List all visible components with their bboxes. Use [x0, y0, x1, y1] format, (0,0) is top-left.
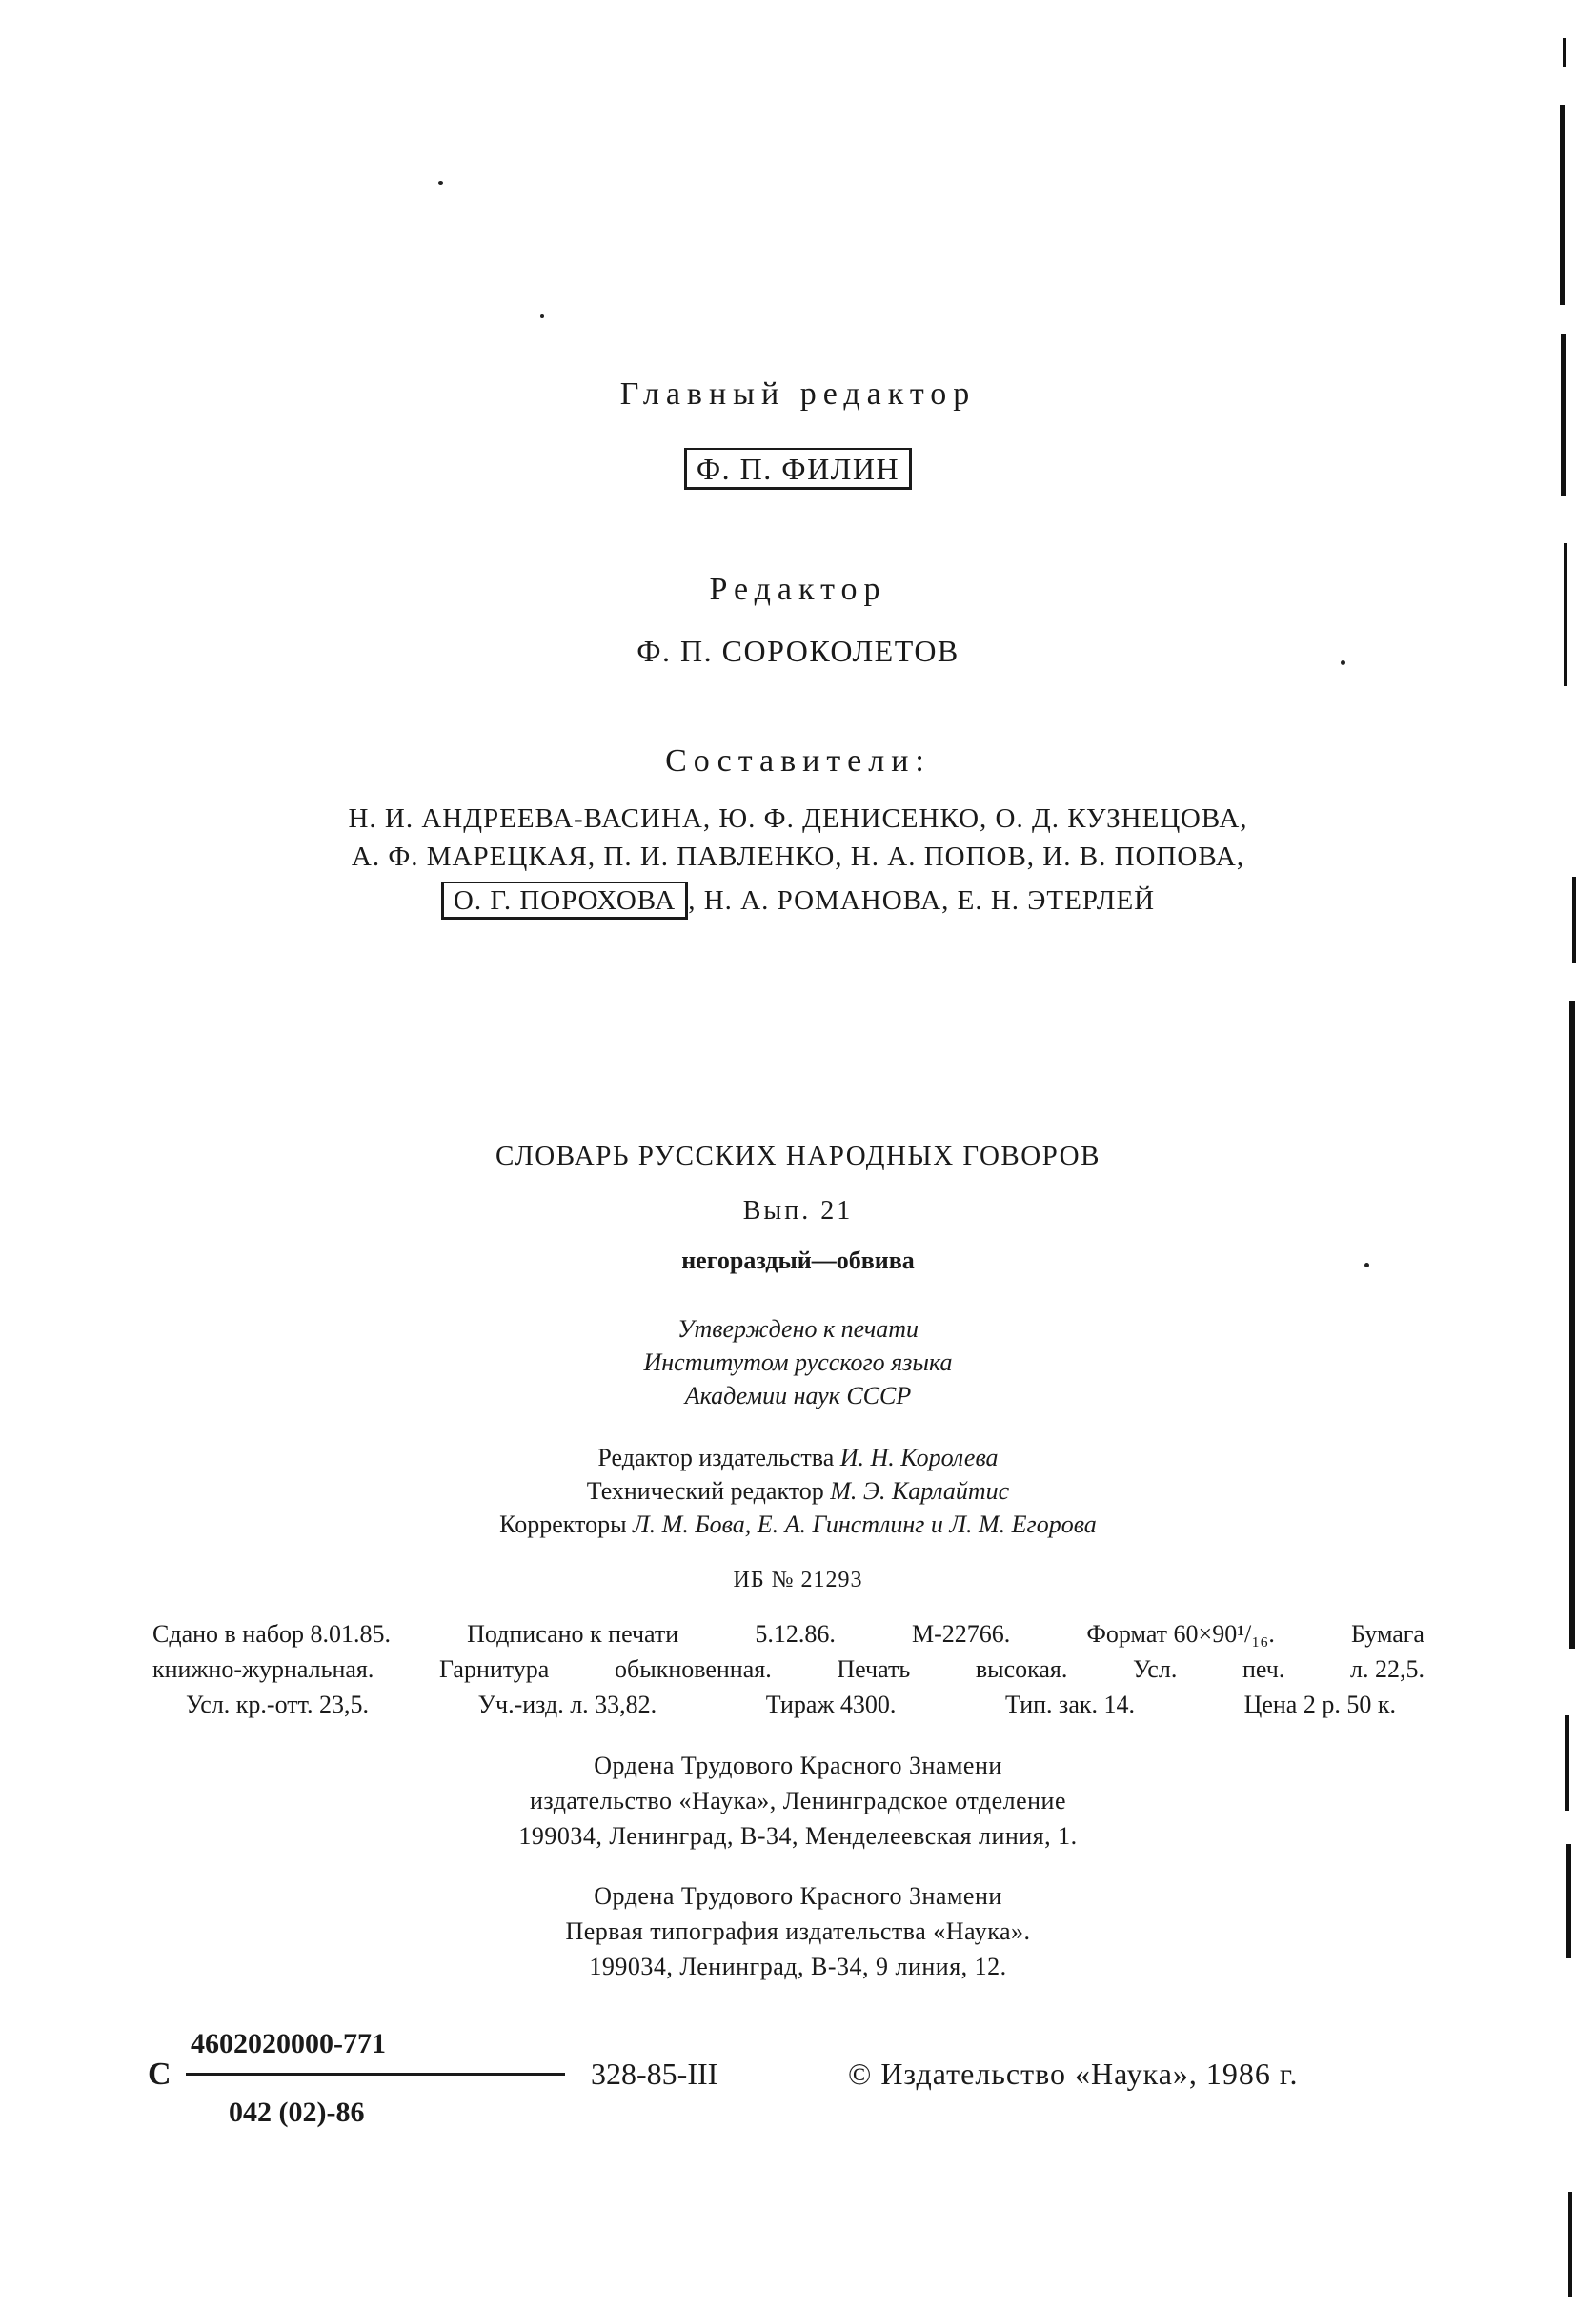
scan-speck — [438, 181, 443, 185]
publisher-line-3: 199034, Ленинград, В-34, Менделеевская линия, 1. — [518, 1822, 1078, 1850]
scan-edge-mark — [1568, 2192, 1572, 2297]
editor-heading: Редактор — [709, 572, 887, 607]
book-issue: Вып. 21 — [742, 1196, 854, 1226]
print-detail: Гарнитура — [439, 1655, 550, 1683]
print-detail: Уч.-изд. л. 33,82. — [477, 1691, 657, 1718]
scan-speck — [1364, 1263, 1369, 1267]
scan-speck — [540, 314, 544, 318]
print-detail: Усл. кр.-отт. 23,5. — [186, 1691, 370, 1718]
chief-editor-name: Ф. П. ФИЛИН — [684, 448, 912, 490]
proofreaders-label: Корректоры — [499, 1510, 627, 1538]
proofreaders-names: Л. М. Бова, Е. А. Гинстлинг и Л. М. Егорова — [633, 1510, 1097, 1538]
chief-editor-name-row — [0, 448, 1596, 490]
scan-edge-mark — [1566, 1844, 1571, 1958]
publisher-editor — [0, 1444, 1596, 1472]
copyright-notice: © Издательство «Наука», 1986 г. — [848, 2057, 1299, 2091]
scan-edge-mark — [1569, 1001, 1575, 1649]
scan-edge-mark — [1572, 877, 1576, 963]
scan-edge-mark — [1560, 105, 1565, 305]
printer-line-2: Первая типография издательства «Наука». — [565, 1917, 1031, 1945]
print-details-line-3 — [186, 1691, 1396, 1719]
print-detail: обыкновенная. — [614, 1655, 772, 1683]
scan-edge-mark — [1561, 334, 1566, 496]
print-detail: Тираж 4300. — [765, 1691, 897, 1718]
approval-line-3: Академии наук СССР — [684, 1382, 912, 1409]
scan-edge-mark — [1565, 1715, 1569, 1811]
print-detail: л. 22,5. — [1350, 1655, 1424, 1683]
publisher-editor-name: И. Н. Королева — [839, 1444, 999, 1471]
print-detail: Формат 60×90¹/₁₆. — [1086, 1620, 1275, 1648]
proofreaders — [0, 1510, 1596, 1539]
print-detail: Сдано в набор 8.01.85. — [152, 1620, 391, 1648]
book-range: негораздый—обвива — [681, 1247, 915, 1274]
tech-editor — [0, 1477, 1596, 1506]
publisher-editor-label: Редактор издательства — [597, 1444, 835, 1471]
code-suffix: 328-85-III — [591, 2057, 718, 2091]
compilers-line-3 — [0, 882, 1596, 920]
tech-editor-label: Технический редактор — [586, 1477, 824, 1505]
print-detail: М-22766. — [911, 1620, 1011, 1648]
print-detail: книжно-журнальная. — [152, 1655, 374, 1683]
ib-number: ИБ № 21293 — [733, 1568, 863, 1592]
approval-line-2: Институтом русского языка — [643, 1348, 953, 1376]
print-detail: Усл. — [1133, 1655, 1178, 1683]
code-letter: С — [148, 2057, 172, 2092]
print-detail: Цена 2 р. 50 к. — [1243, 1691, 1396, 1718]
print-detail: высокая. — [975, 1655, 1068, 1683]
code-denominator: 042 (02)-86 — [229, 2097, 365, 2128]
compilers-line-2: А. Ф. МАРЕЦКАЯ, П. И. ПАВЛЕНКО, Н. А. ПОПОВ, И. В. ПОПОВА, — [351, 841, 1245, 872]
print-detail: Печать — [837, 1655, 911, 1683]
compilers-heading: Составители: — [665, 743, 931, 779]
book-title: СЛОВАРЬ РУССКИХ НАРОДНЫХ ГОВОРОВ — [495, 1141, 1101, 1171]
print-detail: 5.12.86. — [755, 1620, 836, 1648]
printer-line-1: Ордена Трудового Красного Знамени — [594, 1882, 1002, 1910]
code-numerator: 4602020000-771 — [191, 2028, 386, 2059]
print-detail: Тип. зак. 14. — [1004, 1691, 1135, 1718]
compilers-line-3-rest: , Н. А. РОМАНОВА, Е. Н. ЭТЕРЛЕЙ — [688, 885, 1156, 916]
compiler-deceased-name: О. Г. ПОРОХОВА — [441, 882, 688, 920]
print-details-line-2 — [152, 1655, 1424, 1684]
compilers-line-1: Н. И. АНДРЕЕВА-ВАСИНА, Ю. Ф. ДЕНИСЕНКО, О. Д. КУЗНЕЦОВА, — [348, 803, 1248, 834]
scan-edge-mark — [1564, 543, 1567, 686]
tech-editor-name: М. Э. Карлайтис — [830, 1477, 1010, 1505]
print-detail: печ. — [1242, 1655, 1285, 1683]
approval-line-1: Утверждено к печати — [677, 1315, 919, 1343]
print-detail: Подписано к печати — [467, 1620, 679, 1648]
code-fraction-bar — [186, 2073, 565, 2076]
editor-name: Ф. П. СОРОКОЛЕТОВ — [636, 634, 960, 668]
scan-speck — [1341, 660, 1345, 665]
chief-editor-heading: Главный редактор — [619, 376, 977, 412]
printer-line-3: 199034, Ленинград, В-34, 9 линия, 12. — [589, 1953, 1007, 1980]
publisher-line-1: Ордена Трудового Красного Знамени — [594, 1752, 1002, 1779]
print-details-line-1 — [152, 1620, 1424, 1649]
scan-edge-mark — [1563, 38, 1566, 67]
print-detail: Бумага — [1351, 1620, 1424, 1648]
publisher-line-2: издательство «Наука», Ленинградское отделение — [529, 1787, 1067, 1814]
